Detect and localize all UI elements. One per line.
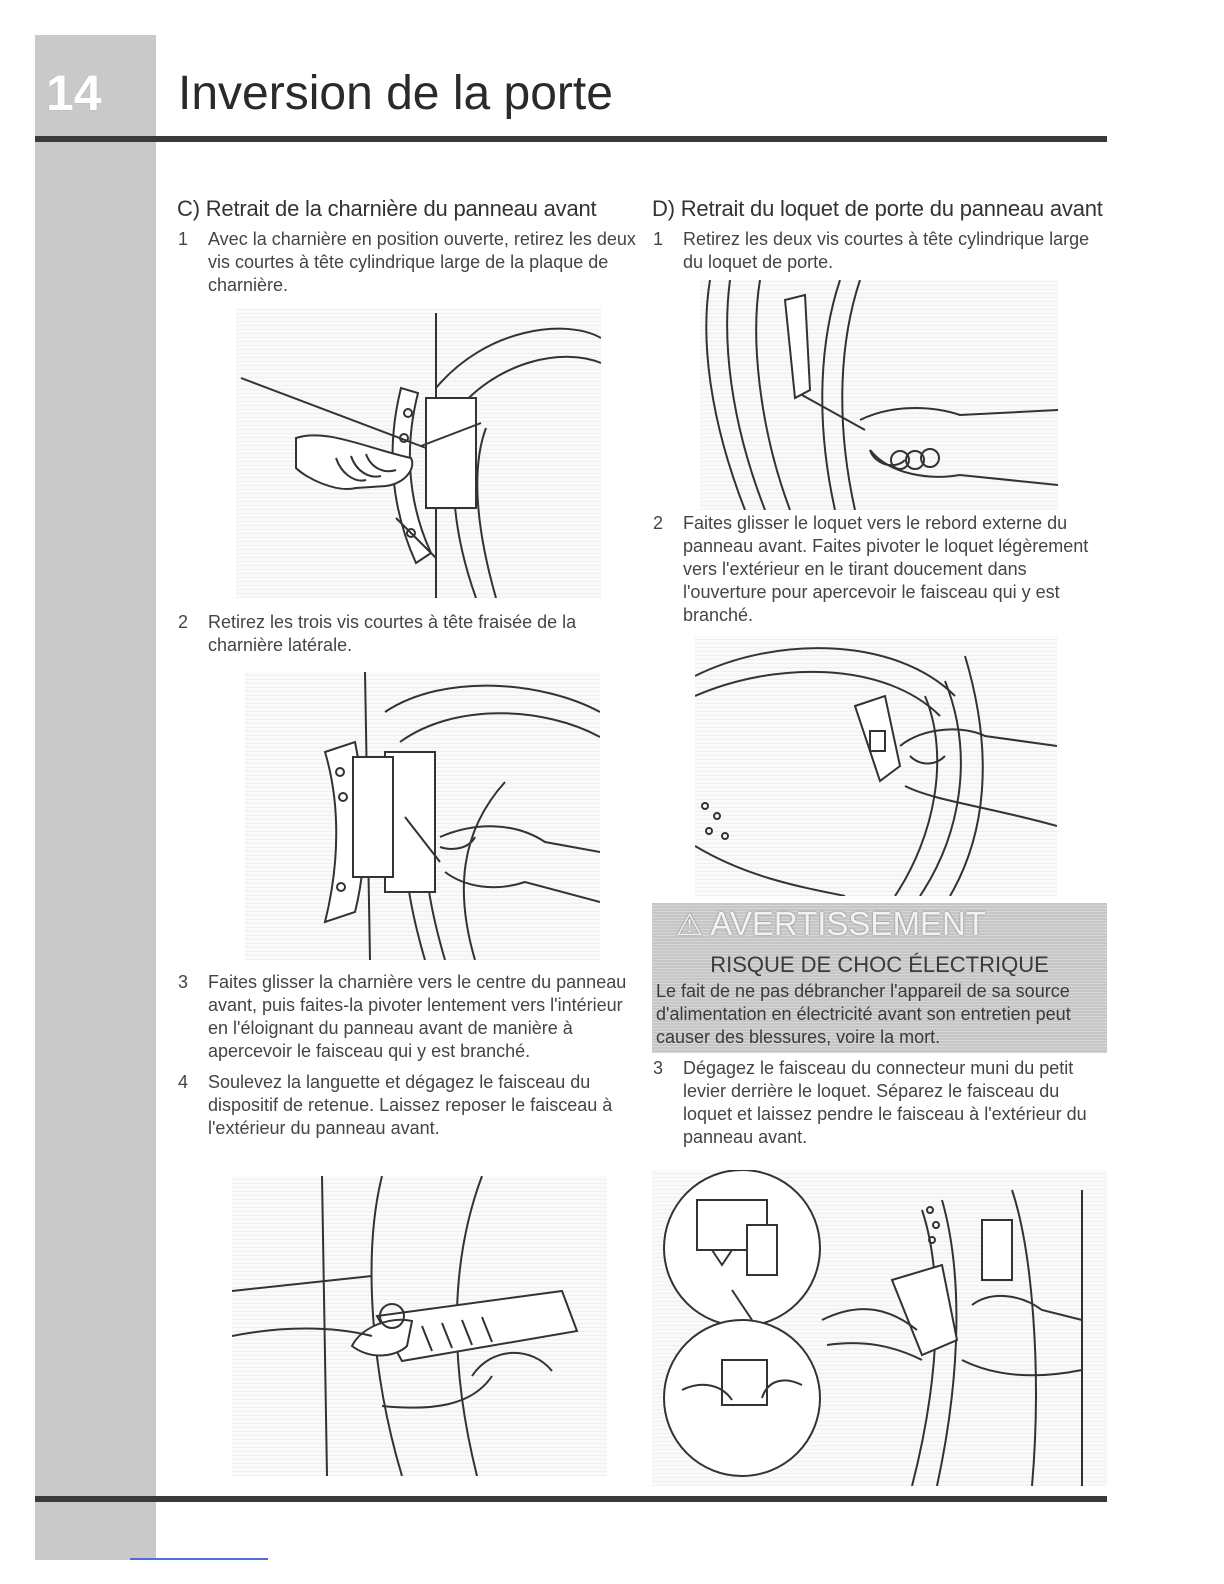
header-rule xyxy=(35,136,1107,142)
step-number: 3 xyxy=(178,972,189,992)
step-number: 1 xyxy=(178,229,189,249)
side-strip xyxy=(35,35,156,1560)
warning-triangle-icon: ⚠ xyxy=(676,909,703,942)
latch-pivot-illustration xyxy=(695,636,1057,896)
section-c xyxy=(177,196,637,297)
side-hinge-illustration xyxy=(245,672,600,960)
step-c3 xyxy=(177,971,637,1063)
page-title: Inversion de la porte xyxy=(178,67,613,120)
step-c4 xyxy=(177,1071,637,1140)
hinge-plate-illustration xyxy=(236,308,601,598)
step-text: Soulevez la languette et dégagez le faisceau du dispositif de retenue. Laissez reposer le faisceau à l'extérieur du panneau avant. xyxy=(208,1072,613,1138)
harness-retainer-illustration xyxy=(232,1176,607,1476)
step-number: 3 xyxy=(653,1058,664,1078)
step-number: 2 xyxy=(178,612,189,632)
step-number: 4 xyxy=(178,1072,189,1092)
warning-subtitle: RISQUE DE CHOC ÉLECTRIQUE xyxy=(710,952,1049,977)
figure-latch-screws xyxy=(700,280,1058,510)
figure-latch-pivot xyxy=(695,636,1057,896)
warning-box xyxy=(652,903,1107,1053)
step-d3-wrap xyxy=(652,1057,1112,1149)
figure-harness-retainer xyxy=(232,1176,607,1476)
page-number: 14 xyxy=(46,65,102,121)
section-d xyxy=(652,196,1112,274)
warning-title: AVERTISSEMENT xyxy=(710,905,986,942)
step-d2 xyxy=(652,512,1112,627)
step-text: Faites glisser le loquet vers le rebord externe du panneau avant. Faites pivoter le loquet légèrement vers l'extérieur en le tirant doucement dans l'ouverture pour apercevoir le faisceau qui y est branché. xyxy=(683,513,1089,625)
warning-text: Le fait de ne pas débrancher l'appareil de sa source d'alimentation en électricité avant son entretien peut causer des blessures, voire la mort. xyxy=(656,981,1071,1047)
step-c2 xyxy=(177,611,637,657)
step-text: Retirez les trois vis courtes à tête fraisée de la charnière latérale. xyxy=(208,612,577,655)
step-text: Avec la charnière en position ouverte, retirez les deux vis courtes à tête cylindrique large de la plaque de charnière. xyxy=(208,229,636,295)
step-number: 2 xyxy=(653,513,664,533)
latch-screws-illustration xyxy=(700,280,1058,510)
step-d3 xyxy=(652,1057,1112,1149)
step-text: Retirez les deux vis courtes à tête cylindrique large du loquet de porte. xyxy=(683,229,1090,272)
section-c-heading: C) Retrait de la charnière du panneau avant xyxy=(177,196,597,221)
step-number: 1 xyxy=(653,229,664,249)
footer-rule xyxy=(35,1496,1107,1502)
step-c2-wrap xyxy=(177,611,637,657)
step-d1 xyxy=(652,228,1112,274)
step-c1 xyxy=(177,228,637,297)
figure-harness-connector xyxy=(652,1170,1107,1486)
footer-link-underline xyxy=(130,1558,268,1560)
section-d-heading: D) Retrait du loquet de porte du panneau avant xyxy=(652,196,1103,221)
figure-hinge-plate-screws xyxy=(236,308,601,598)
step-text: Faites glisser la charnière vers le centre du panneau avant, puis faites-la pivoter lentement vers l'intérieur en l'éloignant du panneau avant de manière à apercevoir le faisceau qui y est branché. xyxy=(208,972,627,1061)
step-text: Dégagez le faisceau du connecteur muni du petit levier derrière le loquet. Séparez le faisceau du loquet et laissez pendre le faisceau à l'extérieur du panneau avant. xyxy=(683,1058,1087,1147)
warning-heading xyxy=(676,905,986,943)
step-d2-wrap xyxy=(652,512,1112,627)
figure-side-hinge-screws xyxy=(245,672,600,960)
steps-c3-c4-wrap xyxy=(177,971,637,1140)
harness-connector-illustration xyxy=(652,1170,1107,1486)
